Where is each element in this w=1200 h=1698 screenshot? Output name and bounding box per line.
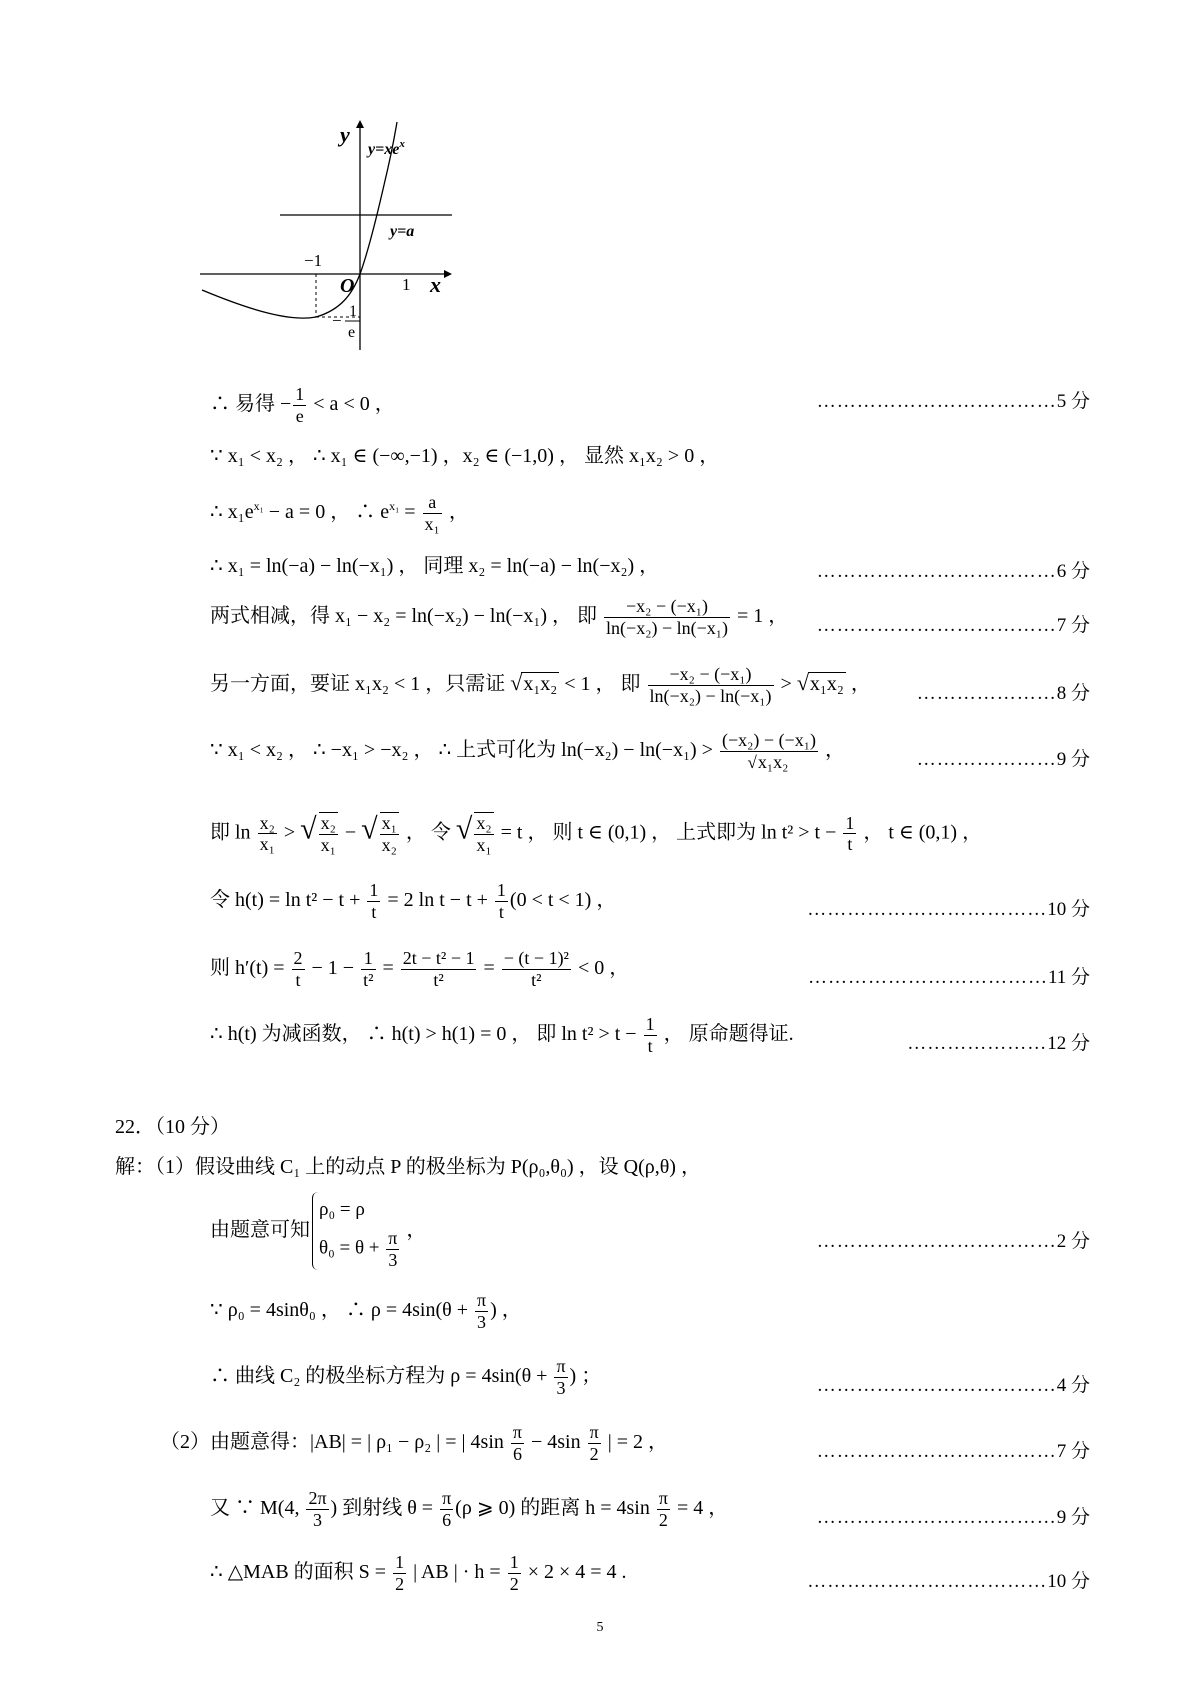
q22-score-2: ………………………………2 分 [816, 1231, 1090, 1252]
q22-title: 22．（10 分） [115, 1116, 230, 1138]
score-5: ………………………………5 分 [816, 391, 1090, 412]
q21-line-4: ∴ x₁ = ln(−a) − ln(−x₁) ， 同理 x₂ = ln(−a) − ln(−x₂) ， [210, 555, 660, 577]
function-graph [190, 110, 460, 360]
page-number: 5 [596, 1620, 604, 1635]
q21-line-1: ∴ 易得 − $\frac{1}{e}$ < a < 0 ， [210, 384, 395, 426]
origin-label: O [340, 275, 355, 297]
score-9: …………………9 分 [916, 749, 1090, 770]
x-axis-arrow [444, 270, 452, 278]
q21-line-8: 即 ln $\frac{\text{x₂}}{\text{x₁}}$ > √ $\frac{\text{x₂}}{\text{x₁}}$ − √ $\frac{\text{x₁}}{\text{x₂}}$ ， 令 √ $\frac{\text{x₂}}{\text{x₁}}$ = t ， 则 t ∈ (0,1) ， 上式即为 ln t² > t − $\frac{1}{t}$ ， t ∈ (0,1) ， [210, 812, 983, 855]
q21-line-2: ∵ x₁ < x₂ ， ∴ x₁ ∈ (−∞,−1) ，x₂ ∈ (−1,0) ， 显然 x₁x₂ > 0 ， [210, 445, 720, 467]
q21-line-11: ∴ h(t) 为减函数， ∴ h(t) > h(1) = 0 ， 即 ln t² > t − $\frac{1}{t}$ ， 原命题得证. [210, 1014, 794, 1056]
q22-line-3: ∵ ρ₀ = 4sinθ₀ ， ∴ ρ = 4sin(θ + $\frac{\pi}{3}$ ) ， [210, 1290, 522, 1332]
curve-label: $y=xe^x$ [368, 138, 405, 158]
q22-line-4: ∴ 曲线 C₂ 的极坐标方程为 ρ = 4sin(θ + $\frac{\pi}{3}$ ) ； [210, 1356, 602, 1398]
q22-line-2: 由题意可知 ρ₀ = ρ θ₀ = θ + $\frac{\pi}{3}$ ， [210, 1192, 426, 1270]
q22-score-7: ………………………………7 分 [816, 1441, 1090, 1462]
q22-score-4: ………………………………4 分 [816, 1375, 1090, 1396]
tick-neg1: −1 [304, 251, 323, 270]
min-label-den: e [348, 324, 356, 341]
q22-score-10: ………………………………10 分 [807, 1571, 1090, 1592]
line-label: y=a [390, 223, 415, 240]
q21-line-9: 令 h(t) = ln t² − t + $\frac{1}{t}$ = 2 ln t − t + $\frac{1}{t}$ (0 < t < 1) ， [210, 880, 617, 922]
q22-line-5: （2）由题意得：|AB| = | ρ₁ − ρ₂ | = | 4sin $\frac{\pi}{6}$ − 4sin $\frac{\pi}{2}$ | = 2 ， [160, 1422, 668, 1464]
tick-1: 1 [402, 275, 411, 294]
score-8: …………………8 分 [916, 683, 1090, 704]
score-10: ………………………………10 分 [807, 899, 1090, 920]
x-axis-label: x [430, 272, 441, 297]
q21-line-10: 则 h′(t) = $\frac{2}{t}$ − 1 − $\frac{1}{\text{t²}}$ = $\frac{\text{2t − t² − 1}}{\text{t²}}$ = $\frac{\text{− (t − 1)²}}{\text{t²}}$ < 0 ， [210, 948, 630, 990]
q21-line-3: ∴ $x_1e^{x_1} - a = 0$ ， ∴ $e^{x_1}$ = $\frac{a}{\text{x₁}}$ ， [210, 492, 469, 534]
min-label-sign: − [332, 311, 342, 330]
q21-line-6: 另一方面，要证 x₁x₂ < 1 ，只需证 √x₁x₂ < 1 ， 即 $\frac{\text{−x₂ − (−x₁)}}{\text{ln(−x₂) − ln(−x₁)}}$ > √x₁x₂ ， [210, 664, 871, 706]
q22-line-6: 又 ∵ M(4, $\frac{2\pi}{3}$ ) 到射线 θ = $\frac{\pi}{6}$ (ρ ⩾ 0) 的距离 h = 4sin $\frac{\pi}{2}$ = 4 ， [210, 1488, 729, 1530]
score-12: …………………12 分 [907, 1033, 1090, 1054]
score-7: ………………………………7 分 [816, 615, 1090, 636]
y-axis-label: y [340, 122, 350, 147]
q21-line-5: 两式相减，得 x₁ − x₂ = ln(−x₂) − ln(−x₁) ， 即 $\frac{\text{−x₂ − (−x₁)}}{\text{ln(−x₂) − ln(−x₁)}}$ = 1 ， [210, 596, 789, 638]
q22-line-1: 解：（1）假设曲线 C₁ 上的动点 P 的极坐标为 P(ρ₀,θ₀) ，设 Q(ρ,θ) ， [115, 1156, 701, 1178]
q22-score-9: ………………………………9 分 [816, 1507, 1090, 1528]
y-axis-arrow [356, 120, 364, 128]
min-label-num: 1 [349, 303, 357, 320]
score-6: ………………………………6 分 [816, 561, 1090, 582]
score-11: ………………………………11 分 [807, 967, 1090, 988]
q21-line-7: ∵ x₁ < x₂ ， ∴ −x₁ > −x₂ ， ∴ 上式可化为 ln(−x₂) − ln(−x₁) > $\frac{\text{(−x₂) − (−x₁)}}{\text{√x₁x₂}}$ ， [210, 730, 845, 772]
q22-line-7: ∴ △MAB 的面积 S = $\frac{1}{2}$ | AB | · h = $\frac{1}{2}$ × 2 × 4 = 4 . [210, 1552, 627, 1594]
